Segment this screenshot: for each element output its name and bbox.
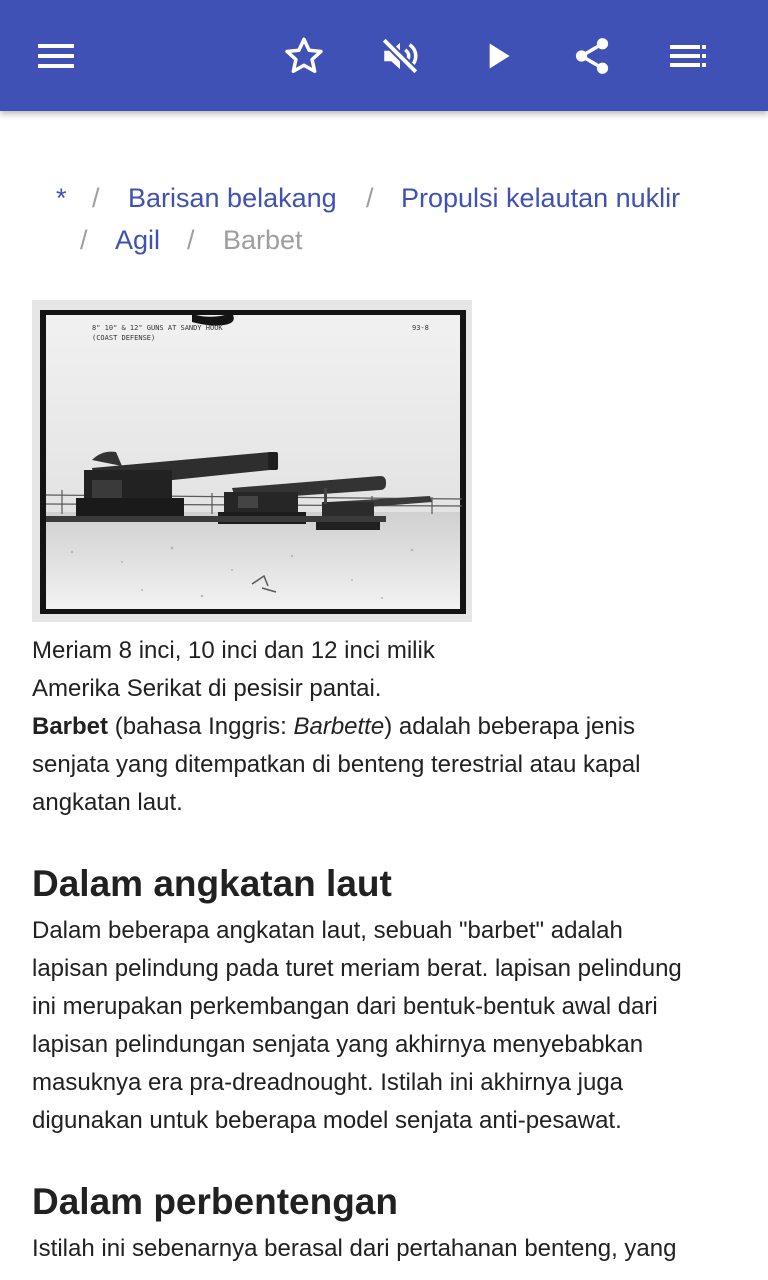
section-heading-angkatan-laut: Dalam angkatan laut [32, 863, 392, 904]
image-caption [32, 632, 482, 708]
photo-note-left: 8" 10" & 12" GUNS AT SANDY HOOK [92, 324, 223, 332]
intro-paragraph [32, 708, 744, 822]
breadcrumb-item-root[interactable]: * [56, 183, 67, 213]
intro-lang-prefix: (bahasa Inggris: [108, 713, 294, 740]
breadcrumb-item-barisan-belakang[interactable]: Barisan belakang [128, 183, 337, 213]
intro-foreign-term: Barbette [293, 713, 385, 740]
breadcrumb-item-propulsi-kelautan-nuklir[interactable]: Propulsi kelautan nuklir [401, 183, 681, 213]
play-icon[interactable] [470, 28, 526, 84]
breadcrumb-separator: / [187, 225, 195, 255]
breadcrumb-separator: / [92, 183, 100, 213]
caption-line: Amerika Serikat di pesisir pantai. [32, 675, 382, 702]
caption-line: Meriam 8 inci, 10 inci dan 12 inci milik [32, 637, 435, 664]
intro-line-3: angkatan laut. [32, 789, 183, 816]
star-outline-icon[interactable] [276, 28, 332, 84]
intro-line-1 [32, 708, 744, 746]
table-of-contents-icon[interactable] [660, 28, 716, 84]
paragraph-line: Istilah ini sebenarnya berasal dari pertahanan benteng, yang [32, 1235, 677, 1262]
paragraph-line: lapisan pelindung pada turet meriam berat. lapisan pelindung [32, 955, 682, 982]
intro-line-2: senjata yang ditempatkan di benteng terestrial atau kapal [32, 751, 641, 778]
article-content [0, 111, 768, 1280]
breadcrumb-separator: / [80, 225, 88, 255]
app-toolbar [0, 0, 768, 111]
breadcrumb-separator: / [366, 183, 374, 213]
intro-rest: ) adalah beberapa jenis [384, 713, 636, 740]
volume-off-icon[interactable] [372, 28, 428, 84]
intro-term: Barbet [32, 713, 109, 740]
photo-note-left-2: (COAST DEFENSE) [92, 334, 156, 342]
paragraph-line: ini merupakan perkembangan dari bentuk-bentuk awal dari [32, 993, 658, 1020]
photo-note-right: 93-8 [412, 324, 429, 332]
breadcrumb-item-agil[interactable]: Agil [115, 225, 161, 255]
breadcrumb-current-page: Barbet [223, 225, 303, 255]
section-heading-perbentengan: Dalam perbentengan [32, 1181, 398, 1222]
paragraph-line: masuknya era pra-dreadnought. Istilah ini akhirnya juga [32, 1069, 624, 1096]
section-paragraph-perbentengan [32, 1230, 744, 1268]
paragraph-line: lapisan pelindungan senjata yang akhirnya menyebabkan [32, 1031, 644, 1058]
hamburger-menu-icon[interactable] [28, 28, 84, 84]
paragraph-line: digunakan untuk beberapa model senjata anti-pesawat. [32, 1107, 622, 1134]
section-paragraph-angkatan-laut [32, 912, 744, 1140]
paragraph-line: Dalam beberapa angkatan laut, sebuah "barbet" adalah [32, 917, 623, 944]
share-icon[interactable] [564, 28, 620, 84]
article-image[interactable] [32, 300, 472, 622]
